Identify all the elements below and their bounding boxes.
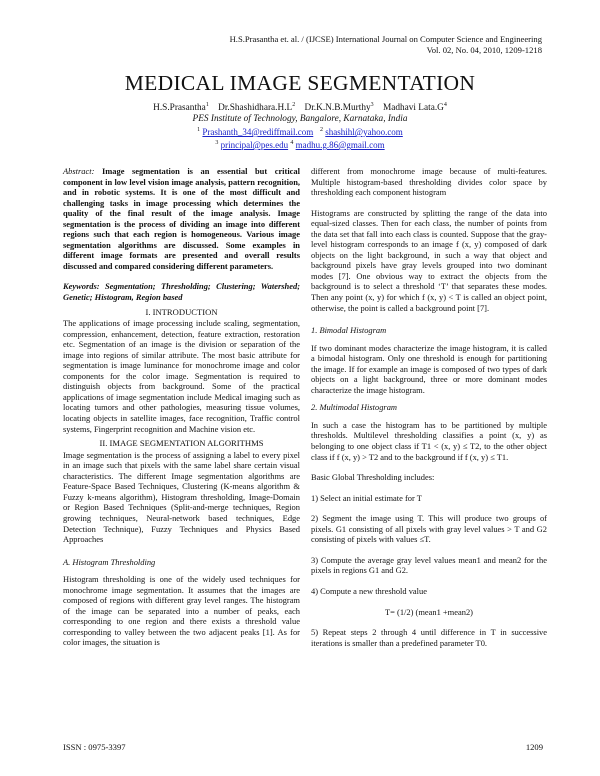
step-1: 1) Select an initial estimate for T [311, 492, 422, 503]
email-sup: 4 [290, 140, 294, 146]
histogram-paragraph: Histogram thresholding is one of the widely used techniques for monochrome image segmentation. It assumes that the images are composed of regions with different gray level ranges. The histogram of the image can be separated into a number of peaks, each corresponding to one region and there exists a threshold value corresponding to valley between the two adjacent peaks [1]. As for color images, the situation is [63, 574, 300, 648]
header-journal-line: H.S.Prasantha et. al. / (IJCSE) International Journal on Computer Science and Engineering [229, 34, 542, 44]
left-column [63, 166, 300, 648]
author-sup: 3 [370, 102, 374, 108]
keywords [63, 281, 300, 302]
email-link[interactable]: principal@pes.edu [220, 140, 289, 150]
author-name: Dr.K.N.B.Murthy [304, 103, 371, 114]
bimodal-paragraph: If two dominant modes characterize the image histogram, it is called a bimodal histogram. Only one threshold is enough for partitioning the image. If for example an image is composed of two types of dark objects on a light background, three or more dominant modes characterize the image histogram. [311, 342, 547, 395]
author-name: Dr.Shashidhara.H.L [218, 103, 293, 114]
institution: PES Institute of Technology, Bangalore, Karnataka, India [192, 114, 408, 124]
email-sup: 2 [320, 127, 324, 133]
step-2: 2) Segment the image using T. This will produce two groups of pixels. G1 consisting of all pixels with gray level values > T and G2 consisting of pixels with values ≤T. [311, 513, 547, 545]
author-sup: 2 [292, 102, 296, 108]
section-heading-algorithms: II. IMAGE SEGMENTATION ALGORITHMS [99, 438, 264, 449]
abstract-text: Image segmentation is an essential but critical component in low level vision image analysis, pattern recognition, and in robotic systems. It is one of the most difficult and challenging tasks in image processing which determines the quality of the final result of the image analysis. Image segmentation is the process of dividing an image into different regions such that each region is homogeneous. Various image segmentation algorithms are discussed. Some examples in different image formats are presented and overall results discussed and compared considering different parameters. [63, 166, 300, 271]
step-3: 3) Compute the average gray level values mean1 and mean2 for the pixels in regions G1 and G2. [311, 554, 547, 576]
abstract-label: Abstract: [63, 166, 95, 176]
introduction-paragraph: The applications of image processing include scaling, segmentation, compression, enhancement, detection, feature extraction, restoration etc. Segmentation of an image is the division or separation of the image into regions of similar attribute. The most basic attribute for segmentation is image luminance for monochrome image and color components for the color image. Segmentation is required to distinguish objects from background. Some of the practical applications of image segmentation include Medical imaging such as locating tumors and other pathologies, measuring tissue volumes, locating objects in satellite images, face recognition, Traffic control systems, Fingerprint recognition and Machine vision etc. [63, 318, 300, 434]
email-sup: 1 [197, 127, 201, 133]
subsection-heading-histogram: A. Histogram Thresholding [63, 556, 156, 567]
section-heading-introduction: I. INTRODUCTION [145, 306, 218, 317]
algorithms-paragraph: Image segmentation is the process of assigning a label to every pixel in an image such that pixels with the same label share certain visual characteristics. The different Image segmentation algorithms are Feature-Space Based Techniques, Clustering (K-means algorithm & Fuzzy k-means algorithm), Histogram thresholding, Image-Domain or Region Based Techniques (Split-and-merge techniques, Region growing techniques, Neural-network based techniques, Edge Detection Technique), Fuzzy Techniques and Physics Based Approaches [63, 449, 300, 545]
keywords-label: Keywords: [63, 281, 100, 292]
paper-title: MEDICAL IMAGE SEGMENTATION [124, 71, 476, 95]
histogram-construction-paragraph: Histograms are constructed by splitting the range of the data into equal-sized classes. Then for each class, the number of points from the data set that fall into each class is counted. Suppose that the gray-level histogram corresponds to an image f (x, y) composed of dark objects on the light background, in such a way that object and background pixels have gray levels grouped into two dominant modes [7]. One obvious way to extract the objects from the background is to select a threshold ‘T’ that separates these modes. Then any point (x, y) for which f (x, y) < T is called an object point, otherwise, the point is called a background point [7]. [311, 207, 547, 313]
multimodal-paragraph: In such a case the histogram has to be partitioned by multiple thresholds. Multilevel thresholding classifies a point (x, y) as belonging to one object class if T1 < (x, y) ≤ T2, to the other object class if f (x, y) > T2 and to the background if f (x, y) ≤ T1. [311, 419, 547, 462]
threshold-formula: T= (1/2) (mean1 +mean2) [384, 606, 473, 617]
abstract [63, 166, 300, 271]
email-link[interactable]: madhu.g.86@gmail.com [295, 140, 385, 150]
subsection-heading-multimodal: 2. Multimodal Histogram [311, 402, 398, 413]
email-list [0, 125, 600, 151]
continuation-paragraph: different from monochrome image because of multi-features. Multiple histogram-based thresholding divides color space by thresholding each component histogram [311, 166, 547, 198]
right-column [311, 166, 547, 648]
subsection-heading-bimodal: 1. Bimodal Histogram [311, 325, 387, 336]
author-name: H.S.Prasantha [153, 103, 206, 114]
running-header [162, 34, 542, 55]
email-link[interactable]: shashihl@yahoo.com [325, 127, 403, 137]
author-sup: 1 [205, 102, 209, 108]
footer-issn: ISSN : 0975-3397 [63, 742, 126, 752]
keywords-text: Segmentation; Thresholding; Clustering; Watershed; Genetic; Histogram, Region based [63, 281, 301, 303]
author-sup: 4 [443, 102, 447, 108]
author-list [0, 102, 600, 113]
header-volume-line: Vol. 02, No. 04, 2010, 1209-1218 [426, 44, 542, 55]
email-link[interactable]: Prashanth_34@rediffmail.com [202, 127, 314, 137]
step-5: 5) Repeat steps 2 through 4 until difference in T in successive iterations is smaller than a predefined parameter T0. [311, 627, 547, 648]
author-name: Madhavi Lata.G [382, 103, 444, 114]
email-sup: 3 [215, 140, 219, 146]
step-4: 4) Compute a new threshold value [311, 585, 427, 596]
basic-thresholding-heading: Basic Global Thresholding includes: [311, 472, 435, 483]
footer-page-number: 1209 [525, 742, 543, 752]
